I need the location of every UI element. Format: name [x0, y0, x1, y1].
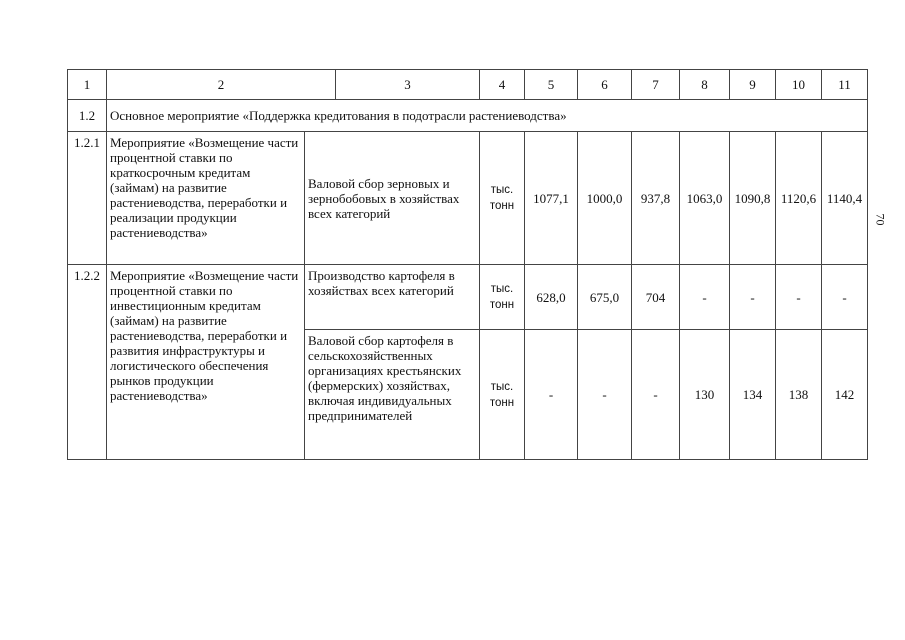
value-cell-text: 1120,6	[780, 190, 817, 206]
value-cell-text: 1077,1	[533, 190, 569, 206]
value-cell	[577, 264, 632, 330]
unit-cell-text: тыс. тонн	[489, 380, 515, 409]
header-cell	[335, 69, 480, 100]
indicator-cell-text: Производство картофеля в хозяйствах всех категорий	[308, 268, 455, 298]
value-cell	[729, 131, 776, 265]
value-cell	[729, 264, 776, 330]
value-cell	[631, 329, 680, 460]
unit-cell	[479, 131, 525, 265]
value-cell-text: -	[842, 289, 847, 305]
header-cell	[821, 69, 868, 100]
value-cell	[775, 131, 822, 265]
indicator-cell-text: Валовой сбор картофеля в сельскохозяйственных организациях крестьянских (фермерских) хозяйствах, включая индивидуальных предпринимателей	[308, 333, 462, 423]
value-cell	[679, 264, 730, 330]
header-cell	[631, 69, 680, 100]
value-cell-text: 675,0	[589, 289, 620, 305]
header-cell-text: 5	[547, 77, 555, 92]
row-number	[67, 131, 107, 265]
unit-cell	[479, 264, 525, 330]
value-cell-text: 142	[834, 387, 855, 402]
header-cell-text: 6	[601, 77, 608, 92]
value-cell	[524, 329, 578, 460]
indicator-cell	[304, 329, 480, 460]
value-cell	[679, 329, 730, 460]
header-cell	[679, 69, 730, 100]
header-cell-text: 10	[792, 77, 805, 92]
activity-cell-text: Мероприятие «Возмещение части процентной ставки по краткосрочным кредитам (займам) на развитие растениеводства, переработки и реализации продукции растениеводства»	[110, 135, 299, 240]
value-cell	[577, 131, 632, 265]
header-cell-text: 3	[404, 77, 411, 92]
value-cell	[821, 329, 868, 460]
header-cell-text: 8	[701, 77, 708, 92]
value-cell-text: 937,8	[640, 190, 671, 206]
header-cell	[775, 69, 822, 100]
value-cell-text: 138	[788, 387, 809, 402]
value-cell-text: 1000,0	[586, 190, 623, 206]
value-cell-text: -	[653, 387, 658, 402]
value-cell	[821, 264, 868, 330]
activity-cell	[106, 131, 305, 265]
value-cell-text: -	[548, 387, 554, 402]
header-cell	[524, 69, 578, 100]
unit-cell-text: тыс. тонн	[489, 184, 515, 212]
section-title	[106, 99, 868, 132]
value-cell	[524, 264, 578, 330]
value-cell-text: 704	[645, 289, 666, 305]
activity-cell	[106, 264, 305, 460]
header-cell	[577, 69, 632, 100]
header-cell	[106, 69, 336, 100]
header-cell-text: 9	[749, 77, 756, 92]
row-number-text: 1.2.1	[74, 135, 100, 150]
header-cell	[67, 69, 107, 100]
row-number-text: 1.2.2	[74, 268, 100, 283]
value-cell	[577, 329, 632, 460]
value-cell	[821, 131, 868, 265]
value-cell-text: -	[750, 289, 755, 305]
indicator-cell-text: Валовой сбор зерновых и зернобобовых в хозяйствах всех категорий	[308, 175, 460, 221]
header-cell-text: 4	[498, 77, 506, 92]
value-cell-text: 628,0	[536, 289, 566, 305]
value-cell-text: 130	[694, 387, 715, 402]
activity-cell-text: Мероприятие «Возмещение части процентной ставки по инвестиционным кредитам (займам) на развитие растениеводства, переработки и развития инфраструктуры и логистического обеспечения рынков продукции растениеводства»	[110, 268, 299, 403]
indicator-cell	[304, 131, 480, 265]
row-number	[67, 264, 107, 460]
value-cell-text: 134	[742, 387, 763, 402]
value-cell	[631, 131, 680, 265]
section-number	[67, 99, 107, 132]
value-cell-text: 1090,8	[734, 190, 771, 206]
unit-cell	[479, 329, 525, 460]
indicator-cell	[304, 264, 480, 330]
value-cell	[775, 329, 822, 460]
header-cell	[479, 69, 525, 100]
value-cell	[679, 131, 730, 265]
header-cell-text: 2	[217, 77, 225, 92]
value-cell	[729, 329, 776, 460]
header-cell-text: 7	[652, 77, 659, 92]
section-number-text: 1.2	[78, 108, 96, 123]
value-cell-text: -	[702, 289, 707, 305]
section-title-text: Основное мероприятие «Поддержка кредитования в подотрасли растениеводства»	[110, 108, 567, 123]
page-number: 70	[873, 213, 888, 226]
value-cell	[775, 264, 822, 330]
unit-cell-text: тыс. тонн	[489, 283, 515, 311]
value-cell	[631, 264, 680, 330]
value-cell-text: 1140,4	[826, 190, 863, 206]
value-cell-text: -	[602, 387, 607, 402]
header-cell	[729, 69, 776, 100]
header-cell-text: 1	[83, 77, 91, 92]
header-cell-text: 11	[838, 77, 851, 92]
value-cell	[524, 131, 578, 265]
value-cell-text: 1063,0	[686, 190, 723, 206]
value-cell-text: -	[796, 289, 801, 305]
